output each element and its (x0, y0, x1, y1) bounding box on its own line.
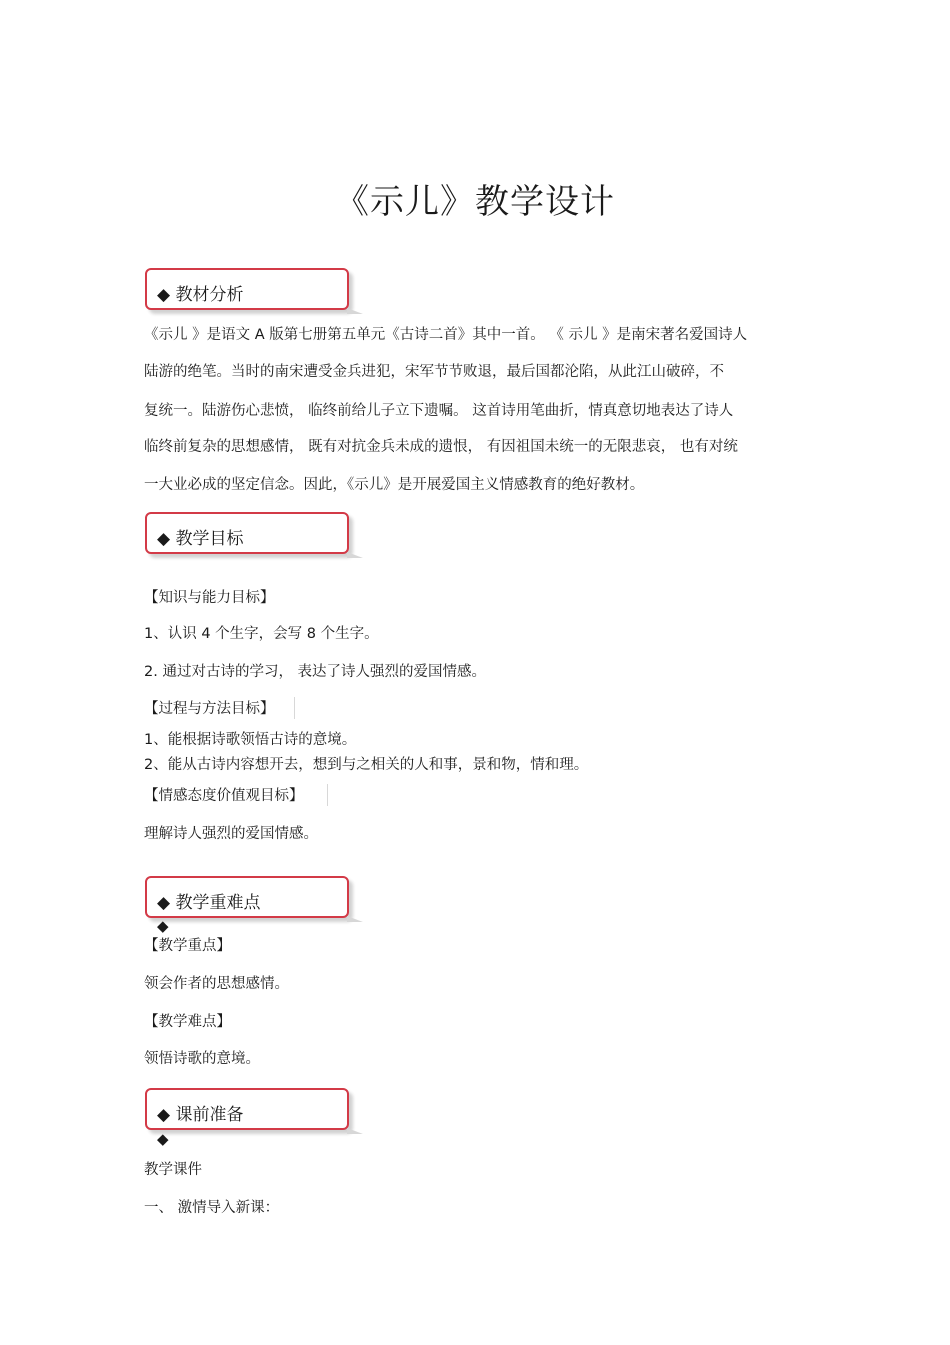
heading-tab-decoration (347, 308, 363, 314)
heading-tab-decoration (347, 552, 363, 558)
analysis-line-3: 复统一。陆游伤心悲愤， 临终前给儿子立下遗嘱。 这首诗用笔曲折，情真意切地表达了诗人 (144, 403, 734, 419)
diamond-bullet: ◆ (157, 1130, 169, 1148)
focus-label: 【教学重点】 (144, 938, 231, 954)
text-cursor-mark (327, 784, 328, 806)
knowledge-goal-label: 【知识与能力目标】 (144, 590, 275, 606)
section-heading-label: ◆ 课前准备 (157, 1105, 244, 1125)
emotion-goal-label: 【情感态度价值观目标】 (144, 788, 304, 804)
text-cursor-mark (294, 697, 295, 719)
prep-text: 教学课件 (144, 1162, 202, 1178)
diamond-bullet: ◆ (157, 917, 169, 935)
emotion-goal-1: 理解诗人强烈的爱国情感。 (144, 826, 318, 842)
section-heading-analysis (145, 268, 349, 310)
section-heading-prep (145, 1088, 349, 1130)
heading-tab-decoration (347, 1128, 363, 1134)
analysis-line-2: 陆游的绝笔。当时的南宋遭受金兵进犯，宋军节节败退，最后国都沦陷，从此江山破碎，不 (144, 364, 724, 380)
difficulty-text: 领悟诗歌的意境。 (144, 1051, 260, 1067)
process-goal-1: 1、能根据诗歌领悟古诗的意境。 (144, 732, 357, 748)
section-heading-goals (145, 512, 349, 554)
process-goal-label: 【过程与方法目标】 (144, 701, 275, 717)
section-heading-label: ◆ 教学目标 (157, 529, 244, 549)
focus-text: 领会作者的思想感情。 (144, 976, 289, 992)
section-heading-label: ◆ 教学重难点 (157, 893, 261, 913)
page-title: 《示儿》教学设计 (335, 182, 615, 222)
heading-tab-decoration (347, 916, 363, 922)
knowledge-goal-2: 2. 通过对古诗的学习， 表达了诗人强烈的爱国情感。 (144, 664, 487, 680)
knowledge-goal-1: 1、认识 4 个生字，会写 8 个生字。 (144, 626, 379, 642)
difficulty-label: 【教学难点】 (144, 1014, 231, 1030)
section-heading-keypoints (145, 876, 349, 918)
analysis-line-4: 临终前复杂的思想感情， 既有对抗金兵未成的遗恨， 有因祖国未统一的无限悲哀， 也有对统 (144, 439, 738, 455)
analysis-line-5: 一大业必成的坚定信念。因此，《示儿》是开展爱国主义情感教育的绝好教材。 (144, 477, 645, 493)
section-heading-label: ◆ 教材分析 (157, 285, 244, 305)
process-goal-2: 2、能从古诗内容想开去，想到与之相关的人和事，景和物，情和理。 (144, 757, 589, 773)
analysis-line-1: 《示儿 》是语文 A 版第七册第五单元《古诗二首》其中一首。 《 示儿 》是南宋著名爱国诗人 (144, 327, 748, 343)
lesson-intro-heading: 一、 激情导入新课： (144, 1200, 280, 1216)
